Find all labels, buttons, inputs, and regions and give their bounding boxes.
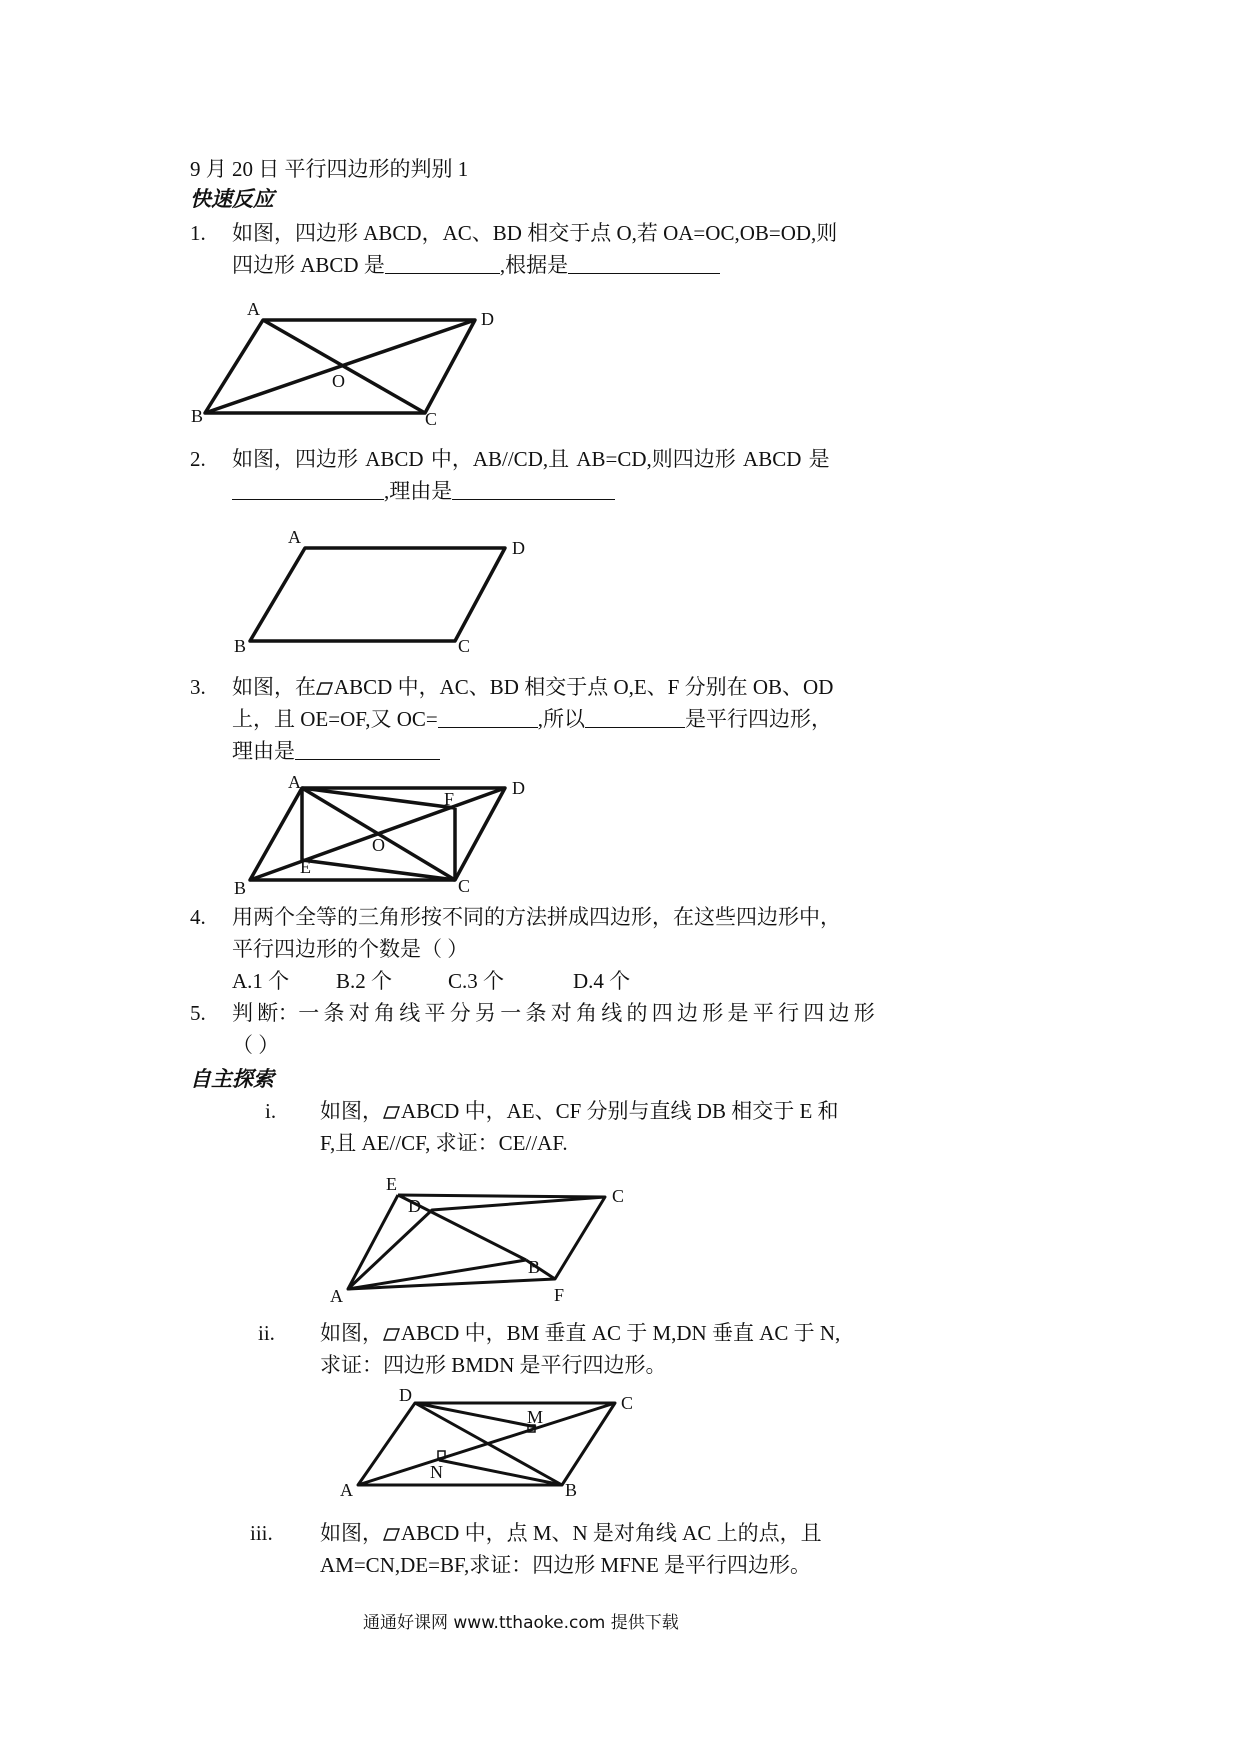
q1-label-a: A <box>247 299 260 319</box>
q1-line2-prefix: 四边形 ABCD 是 <box>232 253 385 277</box>
q1-number: 1. <box>190 221 206 245</box>
p3-number: iii. <box>250 1521 273 1545</box>
q3-line3-prefix: 理由是 <box>232 739 295 763</box>
p3-line1-rest: ABCD 中，点 M、N 是对角线 AC 上的点，且 <box>401 1521 822 1545</box>
p2-segment-dm <box>415 1403 536 1427</box>
q2-parallelogram <box>250 548 505 641</box>
parallelogram-symbol-icon <box>383 1106 400 1119</box>
p1-line1 <box>320 1098 839 1124</box>
q1-line1: 如图，四边形 ABCD，AC、BD 相交于点 O,若 OA=OC,OB=OD,则 <box>232 221 838 245</box>
q1-reason-blank[interactable] <box>568 253 720 274</box>
q4-option-d[interactable]: D.4 个 <box>573 969 631 993</box>
q2-number: 2. <box>190 447 206 471</box>
section-heading-self-exploration: 自主探索 <box>190 1067 274 1091</box>
p1-label-b: B <box>528 1257 541 1277</box>
p3-line2: AM=CN,DE=BF,求证：四边形 MFNE 是平行四边形。 <box>320 1553 812 1577</box>
q5-number: 5. <box>190 1001 206 1025</box>
q5-line2: （ ） <box>232 1033 280 1057</box>
parallelogram-symbol-icon <box>383 1328 400 1341</box>
q2-line1: 如图，四边形 ABCD 中，AB//CD,且 AB=CD,则四边形 ABCD 是 <box>232 447 830 471</box>
p2-label-a: A <box>340 1480 353 1500</box>
q3-line2-prefix: 上，且 OE=OF,又 OC= <box>232 707 438 731</box>
q3-shape-blank[interactable] <box>585 707 685 728</box>
q3-line3 <box>232 738 440 764</box>
p2-line2: 求证：四边形 BMDN 是平行四边形。 <box>320 1353 667 1377</box>
q4-line1: 用两个全等的三角形按不同的方法拼成四边形，在这些四边形中， <box>232 905 841 929</box>
q1-line2 <box>232 252 720 278</box>
q3-oc-blank[interactable] <box>438 707 538 728</box>
p3-line1-prefix: 如图， <box>320 1521 383 1545</box>
q2-answer-blank[interactable] <box>232 479 384 500</box>
p1-line2: F,且 AE//CF, 求证：CE//AF. <box>320 1131 568 1155</box>
q4-line2: 平行四边形的个数是（ ） <box>232 937 469 961</box>
q3-label-f: F <box>444 789 455 809</box>
page-title: 9 月 20 日 平行四边形的判别 1 <box>190 157 469 181</box>
q3-line1 <box>232 674 833 700</box>
p2-label-c: C <box>621 1393 634 1413</box>
p3-line1 <box>320 1520 822 1546</box>
p1-line-ec <box>398 1195 605 1197</box>
q3-line2 <box>232 706 832 732</box>
q2-reason-blank[interactable] <box>452 479 615 500</box>
q3-number: 3. <box>190 675 206 699</box>
p1-parallelogram <box>348 1197 605 1289</box>
q3-label-a: A <box>288 772 301 792</box>
q3-segment-ec <box>302 860 455 880</box>
p2-line1-prefix: 如图， <box>320 1321 383 1345</box>
page-footer: 通通好课网 www.tthaoke.com 提供下载 <box>363 1613 679 1633</box>
p2-label-b: B <box>565 1480 578 1500</box>
q1-line2-mid: ,根据是 <box>499 253 569 277</box>
parallelogram-symbol-icon <box>383 1528 400 1541</box>
p2-label-d: D <box>399 1385 412 1405</box>
q1-diagonal-bd <box>205 320 475 413</box>
p2-line1 <box>320 1320 840 1346</box>
q3-label-c: C <box>458 876 471 896</box>
q1-label-b: B <box>191 406 204 426</box>
q3-line1-prefix: 如图，在 <box>232 675 316 699</box>
q3-figure <box>230 770 540 900</box>
q3-label-e: E <box>300 857 311 877</box>
p1-label-d: D <box>408 1196 421 1216</box>
q4-number: 4. <box>190 905 206 929</box>
q4-option-b[interactable]: B.2 个 <box>336 969 393 993</box>
q1-answer-blank[interactable] <box>385 253 500 274</box>
p1-figure <box>330 1170 640 1310</box>
parallelogram-symbol-icon <box>316 682 333 695</box>
q2-label-a: A <box>288 527 301 547</box>
p2-label-n: N <box>430 1462 443 1482</box>
q3-line1-rest: ABCD 中，AC、BD 相交于点 O,E、F 分别在 OB、OD <box>334 675 834 699</box>
p1-label-c: C <box>612 1186 625 1206</box>
q3-label-o: O <box>372 835 385 855</box>
q4-option-a[interactable]: A.1 个 <box>232 969 290 993</box>
p1-label-a: A <box>330 1286 343 1306</box>
q1-label-d: D <box>481 309 494 329</box>
q4-option-c[interactable]: C.3 个 <box>448 969 505 993</box>
q3-diagonal-bd <box>250 788 505 880</box>
p2-line1-rest: ABCD 中，BM 垂直 AC 于 M,DN 垂直 AC 于 N, <box>401 1321 841 1345</box>
q2-label-c: C <box>458 636 471 656</box>
q2-line2 <box>232 478 615 504</box>
q1-figure <box>185 295 505 430</box>
p1-line1-rest: ABCD 中，AE、CF 分别与直线 DB 相交于 E 和 <box>401 1099 839 1123</box>
p2-number: ii. <box>258 1321 275 1345</box>
p1-number: i. <box>265 1099 277 1123</box>
q2-line2-mid: ,理由是 <box>384 479 453 503</box>
q3-reason-blank[interactable] <box>295 739 440 760</box>
p1-line1-prefix: 如图， <box>320 1099 383 1123</box>
q3-line2-suffix: 是平行四边形， <box>685 707 833 731</box>
p1-line-ae <box>348 1195 398 1289</box>
p2-segment-nb <box>439 1460 562 1485</box>
q1-label-o: O <box>332 371 345 391</box>
q3-label-b: B <box>234 878 247 898</box>
q2-label-d: D <box>512 538 525 558</box>
p1-label-e: E <box>386 1174 397 1194</box>
q2-figure <box>230 525 540 655</box>
q2-label-b: B <box>234 636 247 656</box>
q3-segment-af <box>302 788 455 808</box>
q1-label-c: C <box>425 409 438 429</box>
p2-figure <box>340 1385 640 1505</box>
p1-label-f: F <box>554 1285 565 1305</box>
q3-label-d: D <box>512 778 525 798</box>
p2-label-m: M <box>527 1407 544 1427</box>
q3-line2-mid: ,所以 <box>537 707 586 731</box>
q5-line1: 判 断：一 条 对 角 线 平 分 另 一 条 对 角 线 的 四 边 形 是 平 行 四 边 形 <box>232 1001 875 1025</box>
section-heading-quick-response: 快速反应 <box>190 187 274 211</box>
